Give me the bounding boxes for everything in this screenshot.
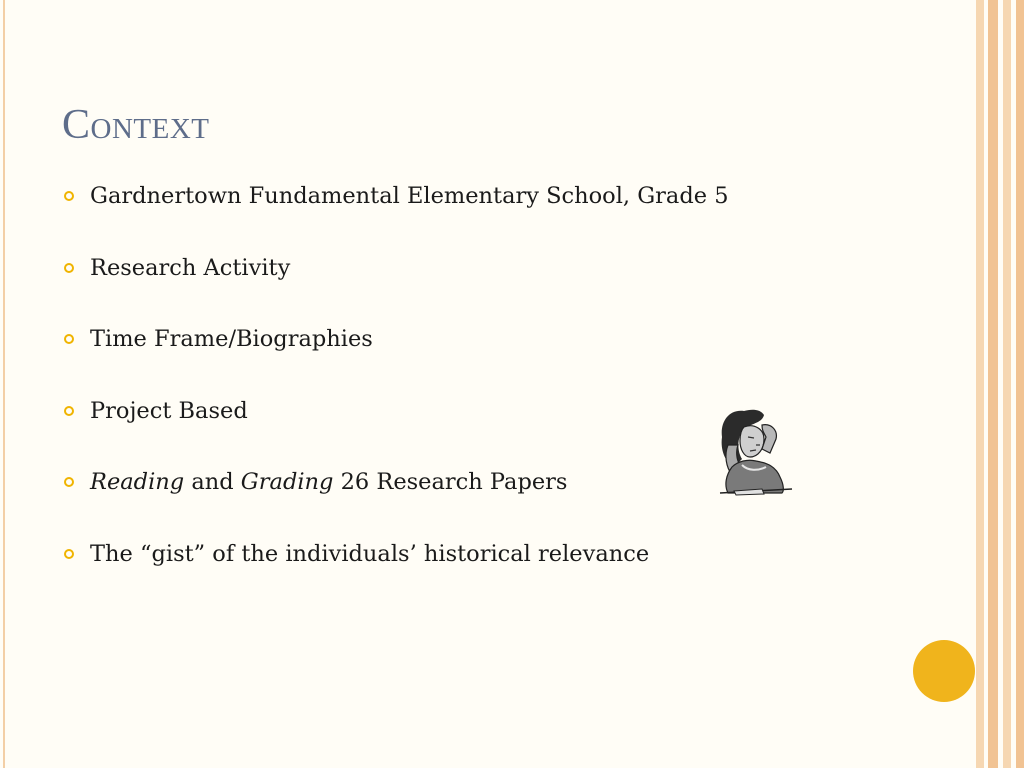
- bullet-text-plain: 26 Research Papers: [333, 469, 568, 495]
- bullet-circle-icon: [64, 334, 74, 344]
- bullet-circle-icon: [64, 477, 74, 487]
- bullet-item: [64, 175, 729, 217]
- bullet-item: [64, 461, 729, 503]
- bullet-item: [64, 318, 729, 360]
- bullet-text-italic: Grading: [240, 469, 334, 495]
- decorative-orb: [913, 640, 975, 702]
- bullet-text: Research Activity: [90, 254, 291, 281]
- bullet-text-plain: and: [184, 469, 241, 495]
- bullet-text-italic: Reading: [90, 469, 185, 495]
- bullet-text: The “gist” of the individuals’ historical relevance: [90, 540, 650, 567]
- bullet-item: [64, 390, 729, 432]
- left-border-line: [3, 0, 5, 768]
- bullet-text: Project Based: [90, 397, 248, 424]
- bullet-text: Time Frame/Biographies: [90, 326, 373, 352]
- bullet-circle-icon: [64, 263, 74, 273]
- bullet-circle-icon: [64, 549, 74, 559]
- bullet-text: Gardnertown Fundamental Elementary School, Grade 5: [90, 183, 729, 209]
- right-decorative-stripes: [976, 0, 1024, 768]
- bullet-text: [90, 469, 567, 495]
- slide-title: Context: [62, 102, 210, 148]
- bullet-circle-icon: [64, 191, 74, 201]
- bullet-item: [64, 533, 729, 575]
- bullet-list: [64, 175, 729, 604]
- bullet-item: [64, 247, 729, 289]
- stressed-woman-clipart-icon: [714, 405, 794, 497]
- bullet-circle-icon: [64, 406, 74, 416]
